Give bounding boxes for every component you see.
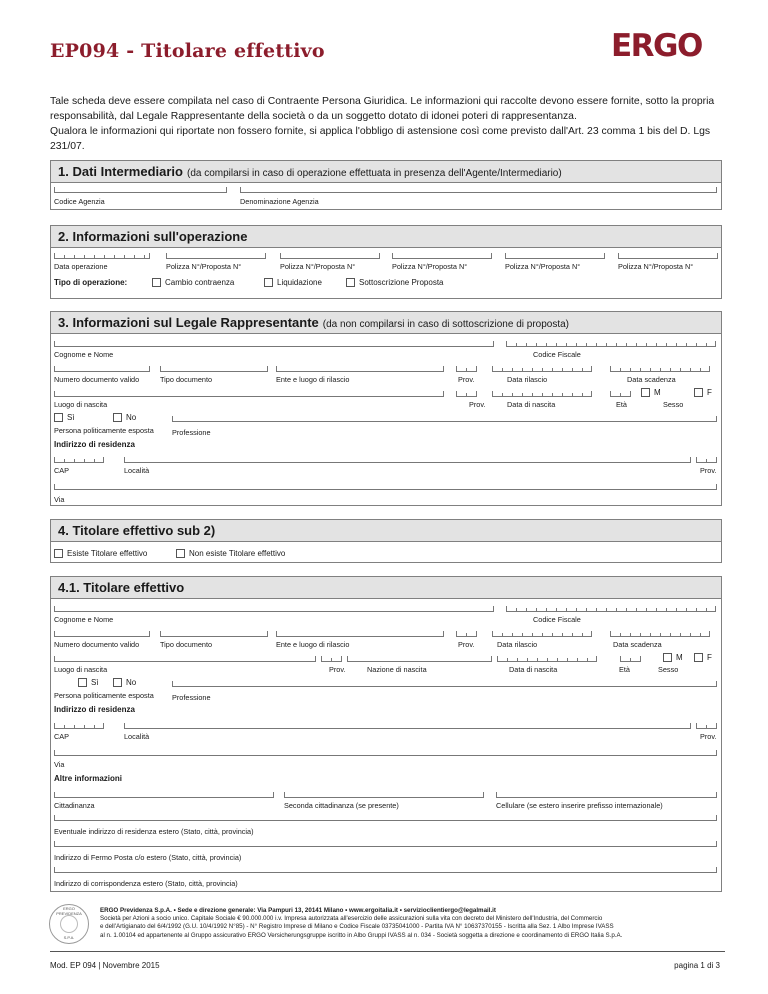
polizza-field-4[interactable] [505, 253, 605, 259]
indirizzo-estero-label: Eventuale indirizzo di residenza estero (Stato, città, provincia) [54, 827, 254, 836]
data-nascita-field[interactable] [492, 391, 592, 397]
seal-inner-ring [60, 915, 78, 933]
cambio-contraenza-checkbox[interactable] [152, 278, 161, 287]
te-prov-rilascio-field[interactable] [456, 631, 477, 637]
te-data-scadenza-label: Data scadenza [613, 640, 662, 649]
te-pep-si-checkbox[interactable] [78, 678, 87, 687]
altre-informazioni-heading: Altre informazioni [54, 774, 123, 783]
pep-label: Persona politicamente esposta [54, 426, 154, 435]
te-tipo-documento-label: Tipo documento [160, 640, 213, 649]
te-pep-no-label: No [126, 678, 137, 687]
intro-paragraph-2: Qualora le informazioni qui riportate non fossero fornite, si applica l'obbligo di astensione così come previsto dall'Art. 23 comma 1 bis del D. Lgs 231/07. [50, 126, 711, 152]
professione-field[interactable] [172, 416, 717, 422]
section-dati-intermediario [50, 160, 722, 210]
polizza-field-5[interactable] [618, 253, 718, 259]
te-pep-label: Persona politicamente esposta [54, 691, 154, 700]
te-prov-rilascio-label: Prov. [458, 640, 475, 649]
section-titolare-effettivo-sub2 [50, 519, 722, 563]
section-3-header [51, 312, 721, 334]
te-prov-residenza-label: Prov. [700, 732, 717, 741]
numero-documento-label: Numero documento valido [54, 375, 140, 384]
localita-field[interactable] [124, 457, 691, 463]
luogo-nascita-label: Luogo di nascita [54, 400, 108, 409]
sottoscrizione-proposta-checkbox[interactable] [346, 278, 355, 287]
te-data-scadenza-field[interactable] [610, 631, 710, 637]
ente-luogo-rilascio-field[interactable] [276, 366, 444, 372]
section-1-title: 1. Dati Intermediario [58, 164, 183, 179]
prov-nascita-field[interactable] [456, 391, 477, 397]
data-operazione-field[interactable] [54, 253, 150, 259]
te-cognome-nome-label: Cognome e Nome [54, 615, 114, 624]
section-4-title: 4. Titolare effettivo sub 2) [58, 523, 216, 538]
data-scadenza-label: Data scadenza [627, 375, 676, 384]
footer-line-1: ERGO Previdenza S.p.A. • Sede e direzione generale: Via Pampuri 13, 20141 Milano • www.ergoitalia.it • servizioclientiergo@legalmail.it [100, 907, 496, 914]
via-field[interactable] [54, 484, 717, 490]
denominazione-agenzia-field[interactable] [240, 187, 717, 193]
te-eta-field[interactable] [620, 656, 641, 662]
te-nazione-nascita-field[interactable] [347, 656, 492, 662]
te-luogo-nascita-label: Luogo di nascita [54, 665, 108, 674]
pep-si-label: Sì [67, 413, 75, 422]
ergo-previdenza-seal [49, 904, 89, 944]
cellulare-field[interactable] [496, 792, 717, 798]
polizza-label-1: Polizza N°/Proposta N° [166, 262, 242, 271]
data-nascita-label: Data di nascita [507, 400, 556, 409]
footer-line-2: Società per Azioni a socio unico. Capitale Sociale € 90.000.000 i.v. Impresa autorizzata all'esercizio delle assicurazioni sulla vita con decreto del Ministero dell'Industria, del Commercio [100, 915, 603, 923]
cambio-contraenza-label: Cambio contraenza [165, 278, 235, 287]
footer-legal-text [100, 907, 725, 940]
via-label: Via [54, 495, 65, 504]
numero-documento-field[interactable] [54, 366, 150, 372]
section-4-header [51, 520, 721, 542]
cap-field[interactable] [54, 457, 104, 463]
data-rilascio-field[interactable] [492, 366, 592, 372]
te-codice-fiscale-field[interactable] [506, 606, 716, 612]
esiste-titolare-label: Esiste Titolare effettivo [67, 549, 148, 558]
intro-text [50, 94, 725, 154]
prov-nascita-label: Prov. [469, 400, 486, 409]
te-tipo-documento-field[interactable] [160, 631, 268, 637]
codice-fiscale-field[interactable] [506, 341, 716, 347]
te-data-rilascio-label: Data rilascio [497, 640, 538, 649]
section-1-note: (da compilarsi in caso di operazione effettuata in presenza dell'Agente/Intermediario) [186, 168, 562, 179]
tipo-documento-field[interactable] [160, 366, 268, 372]
codice-agenzia-label: Codice Agenzia [54, 197, 105, 206]
liquidazione-label: Liquidazione [277, 278, 322, 287]
footer-line-4: al n. 1.00104 ed appartenente al Gruppo assicurativo ERGO Versicherungsgruppe iscritto in Albo Gruppi IVASS al n. 034 - Società soggetta a direzione e coordinamento di ERGO Italia S.p.A. [100, 931, 623, 939]
pep-si-checkbox[interactable] [54, 413, 63, 422]
footer-divider [50, 951, 725, 952]
te-sesso-m-label: M [676, 653, 683, 662]
section-2-header [51, 226, 721, 248]
corrispondenza-label: Indirizzo di corrispondenza estero (Stato, città, provincia) [54, 879, 238, 888]
page-number: pagina 1 di 3 [674, 961, 720, 970]
fermo-posta-label: Indirizzo di Fermo Posta c/o estero (Stato, città, provincia) [54, 853, 242, 862]
ergo-logo: ERGO [611, 28, 702, 64]
cap-label: CAP [54, 466, 70, 475]
polizza-label-4: Polizza N°/Proposta N° [505, 262, 581, 271]
footer-line-3: e dell'Artigianato del 6/4/1992 (G.U. 10/4/1992 N°85) - N° Registro Imprese di Milano e Codice Fiscale 03735041000 - Partita IVA N° 10637370155 - Iscritta alla Sez. 1 Albo Imprese IVASS [100, 923, 614, 931]
data-operazione-label: Data operazione [54, 262, 108, 271]
fermo-posta-field[interactable] [54, 841, 717, 847]
te-professione-field[interactable] [172, 681, 717, 687]
indirizzo-residenza-heading: Indirizzo di residenza [54, 440, 135, 449]
tipo-operazione-label: Tipo di operazione: [54, 278, 128, 287]
te-sesso-label: Sesso [658, 665, 679, 674]
localita-label: Località [124, 466, 150, 475]
polizza-label-5: Polizza N°/Proposta N° [618, 262, 694, 271]
eta-field[interactable] [610, 391, 631, 397]
non-esiste-titolare-checkbox[interactable] [176, 549, 185, 558]
data-rilascio-label: Data rilascio [507, 375, 548, 384]
section-informazioni-operazione [50, 225, 722, 299]
seal-bottom-text: S.P.A. [63, 935, 75, 940]
te-cap-field[interactable] [54, 723, 104, 729]
te-sesso-f-checkbox[interactable] [694, 653, 703, 662]
te-sesso-m-checkbox[interactable] [663, 653, 672, 662]
te-eta-label: Età [619, 665, 630, 674]
te-codice-fiscale-label: Codice Fiscale [533, 615, 581, 624]
te-luogo-nascita-field[interactable] [54, 656, 316, 662]
polizza-label-2: Polizza N°/Proposta N° [280, 262, 356, 271]
seconda-cittadinanza-field[interactable] [284, 792, 484, 798]
te-data-nascita-label: Data di nascita [509, 665, 558, 674]
te-data-nascita-field[interactable] [497, 656, 597, 662]
section-41-header [51, 577, 721, 599]
sesso-m-checkbox[interactable] [641, 388, 650, 397]
non-esiste-titolare-label: Non esiste Titolare effettivo [189, 549, 286, 558]
section-41-title: 4.1. Titolare effettivo [58, 580, 185, 595]
section-titolare-effettivo [50, 576, 722, 892]
te-data-rilascio-field[interactable] [492, 631, 592, 637]
document-title: EP094 - Titolare effettivo [50, 40, 325, 62]
pep-no-label: No [126, 413, 137, 422]
te-cognome-nome-field[interactable] [54, 606, 494, 612]
prov-residenza-field[interactable] [696, 457, 717, 463]
sesso-f-checkbox[interactable] [694, 388, 703, 397]
te-pep-no-checkbox[interactable] [113, 678, 122, 687]
te-numero-documento-label: Numero documento valido [54, 640, 140, 649]
cittadinanza-label: Cittadinanza [54, 801, 95, 810]
seal-top-text: ERGO PREVIDENZA [56, 906, 82, 916]
eta-label: Età [616, 400, 627, 409]
section-legale-rappresentante [50, 311, 722, 506]
codice-agenzia-field[interactable] [54, 187, 227, 193]
seconda-cittadinanza-label: Seconda cittadinanza (se presente) [284, 801, 399, 810]
tipo-documento-label: Tipo documento [160, 375, 213, 384]
te-cap-label: CAP [54, 732, 70, 741]
liquidazione-checkbox[interactable] [264, 278, 273, 287]
intro-paragraph-1: Tale scheda deve essere compilata nel caso di Contraente Persona Giuridica. Le informazioni qui raccolte devono essere fornite, sotto la propria responsabilità, dal Legale Rappresentante della società o da un soggetto dotato di idonei poteri di rappresentanza. [50, 96, 715, 122]
polizza-label-3: Polizza N°/Proposta N° [392, 262, 468, 271]
codice-fiscale-label: Codice Fiscale [533, 350, 581, 359]
polizza-field-3[interactable] [392, 253, 492, 259]
te-localita-field[interactable] [124, 723, 691, 729]
denominazione-agenzia-label: Denominazione Agenzia [240, 197, 319, 206]
te-nazione-nascita-label: Nazione di nascita [367, 665, 427, 674]
te-ente-luogo-rilascio-label: Ente e luogo di rilascio [276, 640, 350, 649]
section-1-header [51, 161, 721, 183]
prov-rilascio-field[interactable] [456, 366, 477, 372]
section-3-title: 3. Informazioni sul Legale Rappresentante [58, 315, 319, 330]
cognome-nome-field[interactable] [54, 341, 494, 347]
prov-residenza-label: Prov. [700, 466, 717, 475]
indirizzo-estero-field[interactable] [54, 815, 717, 821]
ente-luogo-rilascio-label: Ente e luogo di rilascio [276, 375, 350, 384]
te-professione-label: Professione [172, 693, 211, 702]
te-prov-residenza-field[interactable] [696, 723, 717, 729]
te-via-label: Via [54, 760, 65, 769]
professione-label: Professione [172, 428, 211, 437]
te-localita-label: Località [124, 732, 150, 741]
section-3-note: (da non compilarsi in caso di sottoscrizione di proposta) [322, 319, 570, 330]
te-prov-nascita-label: Prov. [329, 665, 346, 674]
sesso-label: Sesso [663, 400, 684, 409]
te-ente-luogo-rilascio-field[interactable] [276, 631, 444, 637]
prov-rilascio-label: Prov. [458, 375, 475, 384]
te-prov-nascita-field[interactable] [321, 656, 342, 662]
cellulare-label: Cellulare (se estero inserire prefisso internazionale) [496, 801, 663, 810]
pep-no-checkbox[interactable] [113, 413, 122, 422]
section-2-title: 2. Informazioni sull'operazione [58, 229, 248, 244]
form-code: Mod. EP 094 | Novembre 2015 [50, 961, 160, 970]
te-pep-si-label: Sì [91, 678, 99, 687]
te-via-field[interactable] [54, 750, 717, 756]
luogo-nascita-field[interactable] [54, 391, 444, 397]
polizza-field-2[interactable] [280, 253, 380, 259]
esiste-titolare-checkbox[interactable] [54, 549, 63, 558]
cognome-nome-label: Cognome e Nome [54, 350, 114, 359]
sottoscrizione-proposta-label: Sottoscrizione Proposta [359, 278, 444, 287]
te-numero-documento-field[interactable] [54, 631, 150, 637]
te-sesso-f-label: F [707, 653, 712, 662]
te-indirizzo-residenza-heading: Indirizzo di residenza [54, 705, 135, 714]
sesso-f-label: F [707, 388, 712, 397]
data-scadenza-field[interactable] [610, 366, 710, 372]
sesso-m-label: M [654, 388, 661, 397]
polizza-field-1[interactable] [166, 253, 266, 259]
corrispondenza-field[interactable] [54, 867, 717, 873]
cittadinanza-field[interactable] [54, 792, 274, 798]
